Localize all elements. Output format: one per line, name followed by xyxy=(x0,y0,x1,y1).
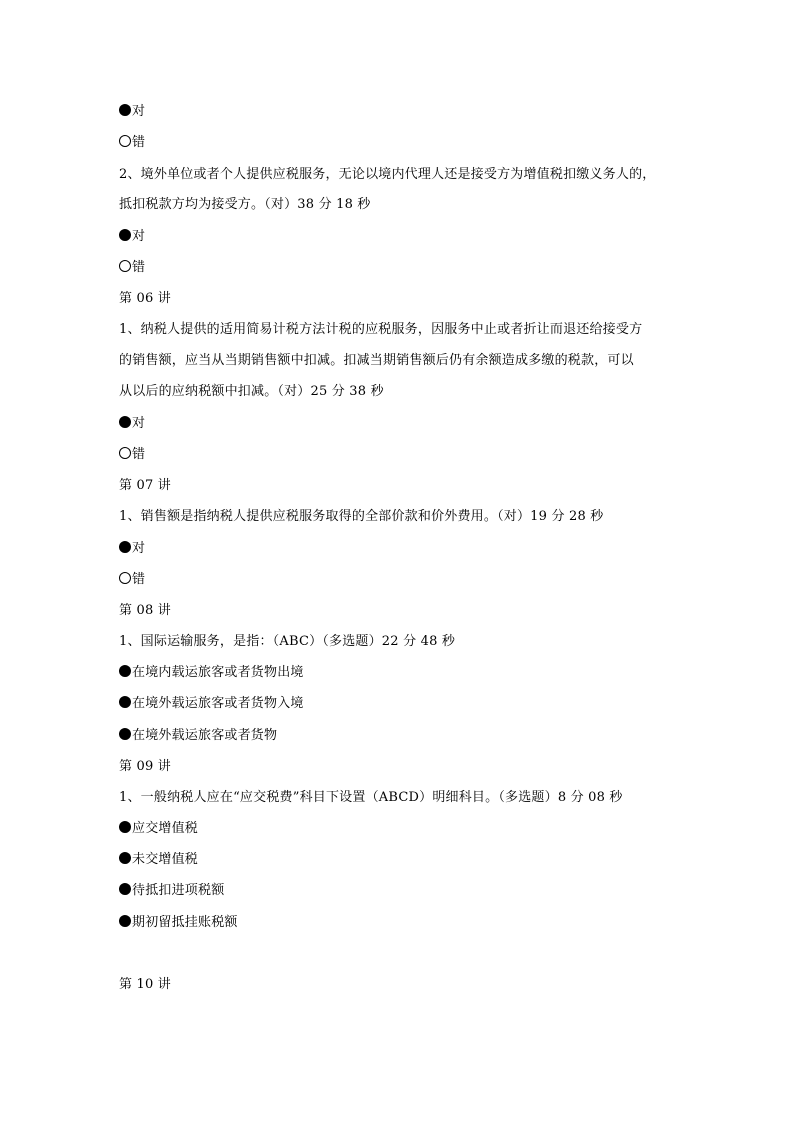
bullet-filled-icon xyxy=(119,728,131,740)
question-text: 1、国际运输服务，是指：（ABC）（多选题）22 分 48 秒 xyxy=(119,634,456,649)
option-label: 对 xyxy=(132,416,146,431)
option-label: 在境外载运旅客或者货物 xyxy=(132,728,278,743)
radio-empty-icon xyxy=(119,260,131,272)
radio-filled-icon xyxy=(119,104,131,116)
lecture-heading: 第 07 讲 xyxy=(119,478,172,493)
option-label: 期初留抵挂账税额 xyxy=(132,915,238,930)
option-false[interactable] xyxy=(119,135,145,151)
bullet-filled-icon xyxy=(119,696,131,708)
question-text: 1、销售额是指纳税人提供应税服务取得的全部价款和价外费用。（对）19 分 28 秒 xyxy=(119,509,604,524)
bullet-filled-icon xyxy=(119,852,131,864)
question-text: 抵扣税款方均为接受方。（对）38 分 18 秒 xyxy=(119,197,371,212)
radio-filled-icon xyxy=(119,541,131,553)
option-selected[interactable] xyxy=(119,915,238,931)
option-true[interactable] xyxy=(119,104,145,120)
option-label: 错 xyxy=(132,260,146,275)
question-text: 从以后的应纳税额中扣减。（对）25 分 38 秒 xyxy=(119,384,384,399)
option-false[interactable] xyxy=(119,572,145,588)
option-true[interactable] xyxy=(119,541,145,557)
lecture-heading: 第 09 讲 xyxy=(119,759,172,774)
option-selected[interactable] xyxy=(119,696,304,712)
bullet-filled-icon xyxy=(119,821,131,833)
bullet-filled-icon xyxy=(119,915,131,927)
option-label: 待抵扣进项税额 xyxy=(132,883,225,898)
question-text: 1、一般纳税人应在“应交税费”科目下设置（ABCD）明细科目。（多选题）8 分 08 秒 xyxy=(119,790,623,805)
bullet-filled-icon xyxy=(119,665,131,677)
option-label: 错 xyxy=(132,572,146,587)
option-selected[interactable] xyxy=(119,821,198,837)
option-label: 在境内载运旅客或者货物出境 xyxy=(132,665,304,680)
option-label: 应交增值税 xyxy=(132,821,199,836)
lecture-heading: 第 06 讲 xyxy=(119,291,172,306)
option-true[interactable] xyxy=(119,416,145,432)
radio-empty-icon xyxy=(119,572,131,584)
option-label: 未交增值税 xyxy=(132,852,199,867)
lecture-heading: 第 10 讲 xyxy=(119,977,172,992)
question-text: 1、纳税人提供的适用简易计税方法计税的应税服务，因服务中止或者折让而退还给接受方 xyxy=(119,322,643,337)
option-true[interactable] xyxy=(119,229,145,245)
option-false[interactable] xyxy=(119,260,145,276)
option-false[interactable] xyxy=(119,447,145,463)
option-label: 对 xyxy=(132,229,146,244)
option-label: 在境外载运旅客或者货物入境 xyxy=(132,696,304,711)
bullet-filled-icon xyxy=(119,883,131,895)
option-selected[interactable] xyxy=(119,852,198,868)
radio-filled-icon xyxy=(119,229,131,241)
option-selected[interactable] xyxy=(119,665,304,681)
option-label: 错 xyxy=(132,135,146,150)
lecture-heading: 第 08 讲 xyxy=(119,603,172,618)
radio-filled-icon xyxy=(119,416,131,428)
option-label: 错 xyxy=(132,447,146,462)
radio-empty-icon xyxy=(119,135,131,147)
question-text: 2、境外单位或者个人提供应税服务，无论以境内代理人还是接受方为增值税扣缴义务人的， xyxy=(119,167,656,182)
radio-empty-icon xyxy=(119,447,131,459)
question-text: 的销售额，应当从当期销售额中扣减。扣减当期销售额后仍有余额造成多缴的税款，可以 xyxy=(119,353,634,368)
option-label: 对 xyxy=(132,104,146,119)
option-selected[interactable] xyxy=(119,728,277,744)
option-label: 对 xyxy=(132,541,146,556)
option-selected[interactable] xyxy=(119,883,224,899)
